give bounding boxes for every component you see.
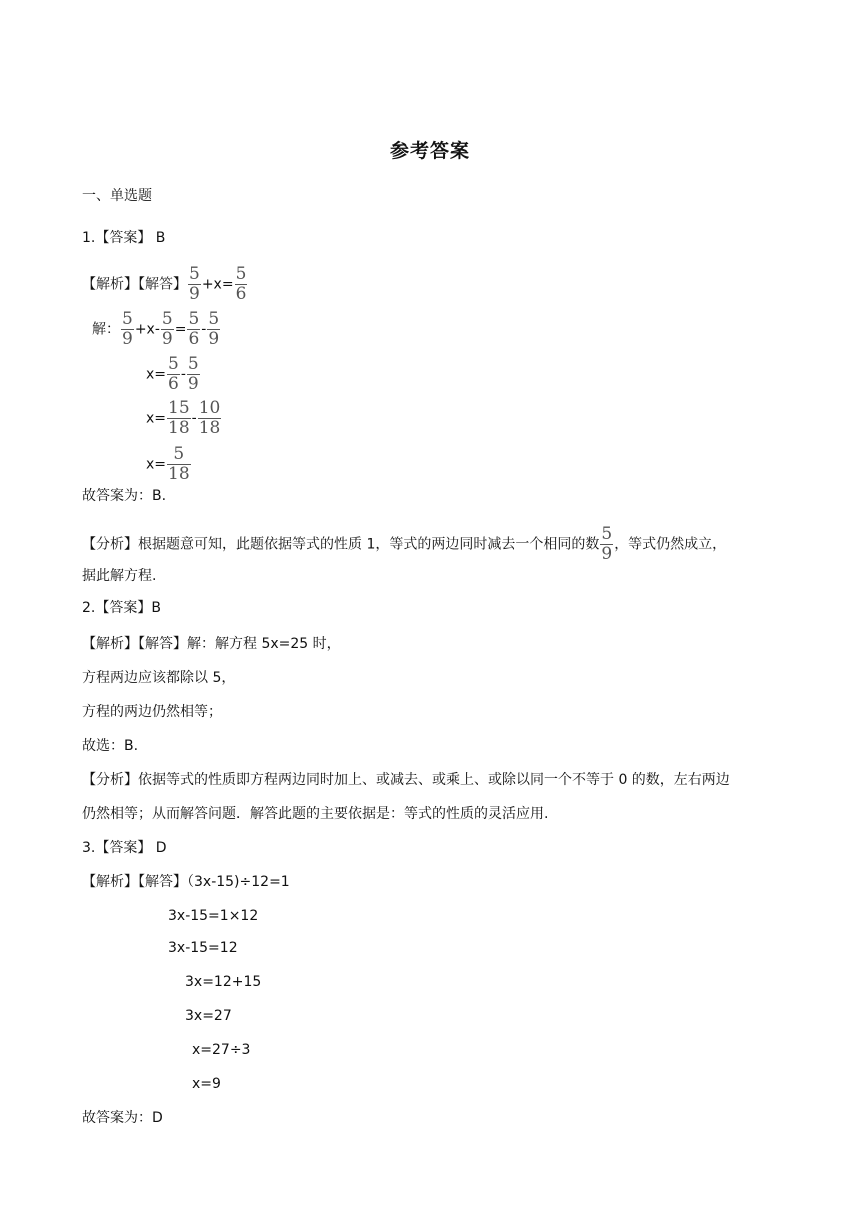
q1-analysis-line1: 【分析】根据题意可知，此题依据等式的性质 1，等式的两边同时减去一个相同的数 $\frac{5}{9}$ ，等式仍然成立， [82, 524, 727, 564]
page-title: 参考答案 [389, 140, 470, 162]
fraction: $\frac{5}{9}$ [601, 524, 613, 564]
q3-answer: 3.【答案】 D [82, 840, 167, 856]
q1-conclusion: 故答案为：B. [82, 488, 167, 504]
q2-line2: 方程两边应该都除以 5， [82, 670, 236, 686]
fraction: $\frac{5}{6}$ [168, 354, 179, 394]
fraction: $\frac{5}{9}$ [189, 264, 200, 304]
q3-step4: 3x=27 [185, 1008, 232, 1024]
fraction: $\frac{5}{6}$ [188, 309, 200, 349]
fraction: $\frac{5}{9}$ [208, 309, 220, 349]
section-heading: 一、单选题 [82, 188, 152, 204]
q3-step6: x=9 [192, 1076, 221, 1092]
q1-analysis-line2: 据此解方程. [82, 568, 157, 584]
q2-analysis-line2: 仍然相等；从而解答问题．解答此题的主要依据是：等式的性质的灵活应用. [82, 806, 549, 822]
q1-jiexi: 【解析】【解答】 $\frac{5}{9}$ +x= $\frac{5}{6}$ [82, 264, 247, 304]
q1-step3: x= $\frac{15}{18}$ - $\frac{10}{18}$ [146, 398, 221, 438]
q1-step1: 解： $\frac{5}{9}$ +x- $\frac{5}{9}$ = $\frac{5}{6}$ - $\frac{5}{9}$ [92, 309, 220, 349]
fraction: $\frac{15}{18}$ [168, 398, 190, 438]
q2-line4: 故选：B. [82, 738, 139, 754]
q3-line1: 【解析】【解答】（3x-15)÷12=1 [82, 874, 290, 890]
q1-step2: x= $\frac{5}{6}$ - $\frac{5}{9}$ [146, 354, 199, 394]
fraction: $\frac{5}{9}$ [187, 354, 199, 394]
q2-answer: 2.【答案】B [82, 600, 161, 616]
q3-step2: 3x-15=12 [168, 940, 238, 956]
q2-analysis-line1: 【分析】依据等式的性质即方程两边同时加上、或减去、或乘上、或除以同一个不等于 0 的数，左右两边 [82, 772, 730, 788]
q3-conclusion: 故答案为：D [82, 1110, 163, 1126]
q3-step1: 3x-15=1×12 [168, 908, 259, 924]
q2-line1: 【解析】【解答】解：解方程 5x=25 时， [82, 636, 341, 652]
fraction: $\frac{5}{6}$ [235, 264, 247, 304]
fraction: $\frac{5}{18}$ [168, 444, 190, 484]
q2-line3: 方程的两边仍然相等； [82, 704, 222, 720]
q1-step4: x= $\frac{5}{18}$ [146, 444, 190, 484]
q3-step3: 3x=12+15 [185, 974, 262, 990]
fraction: $\frac{5}{9}$ [161, 309, 173, 349]
q3-step5: x=27÷3 [192, 1042, 251, 1058]
fraction: $\frac{10}{18}$ [198, 398, 221, 438]
q1-jiexi-prefix: 【解析】【解答】 [82, 276, 187, 293]
fraction: $\frac{5}{9}$ [122, 309, 133, 349]
q1-answer: 1.【答案】 B [82, 230, 166, 246]
